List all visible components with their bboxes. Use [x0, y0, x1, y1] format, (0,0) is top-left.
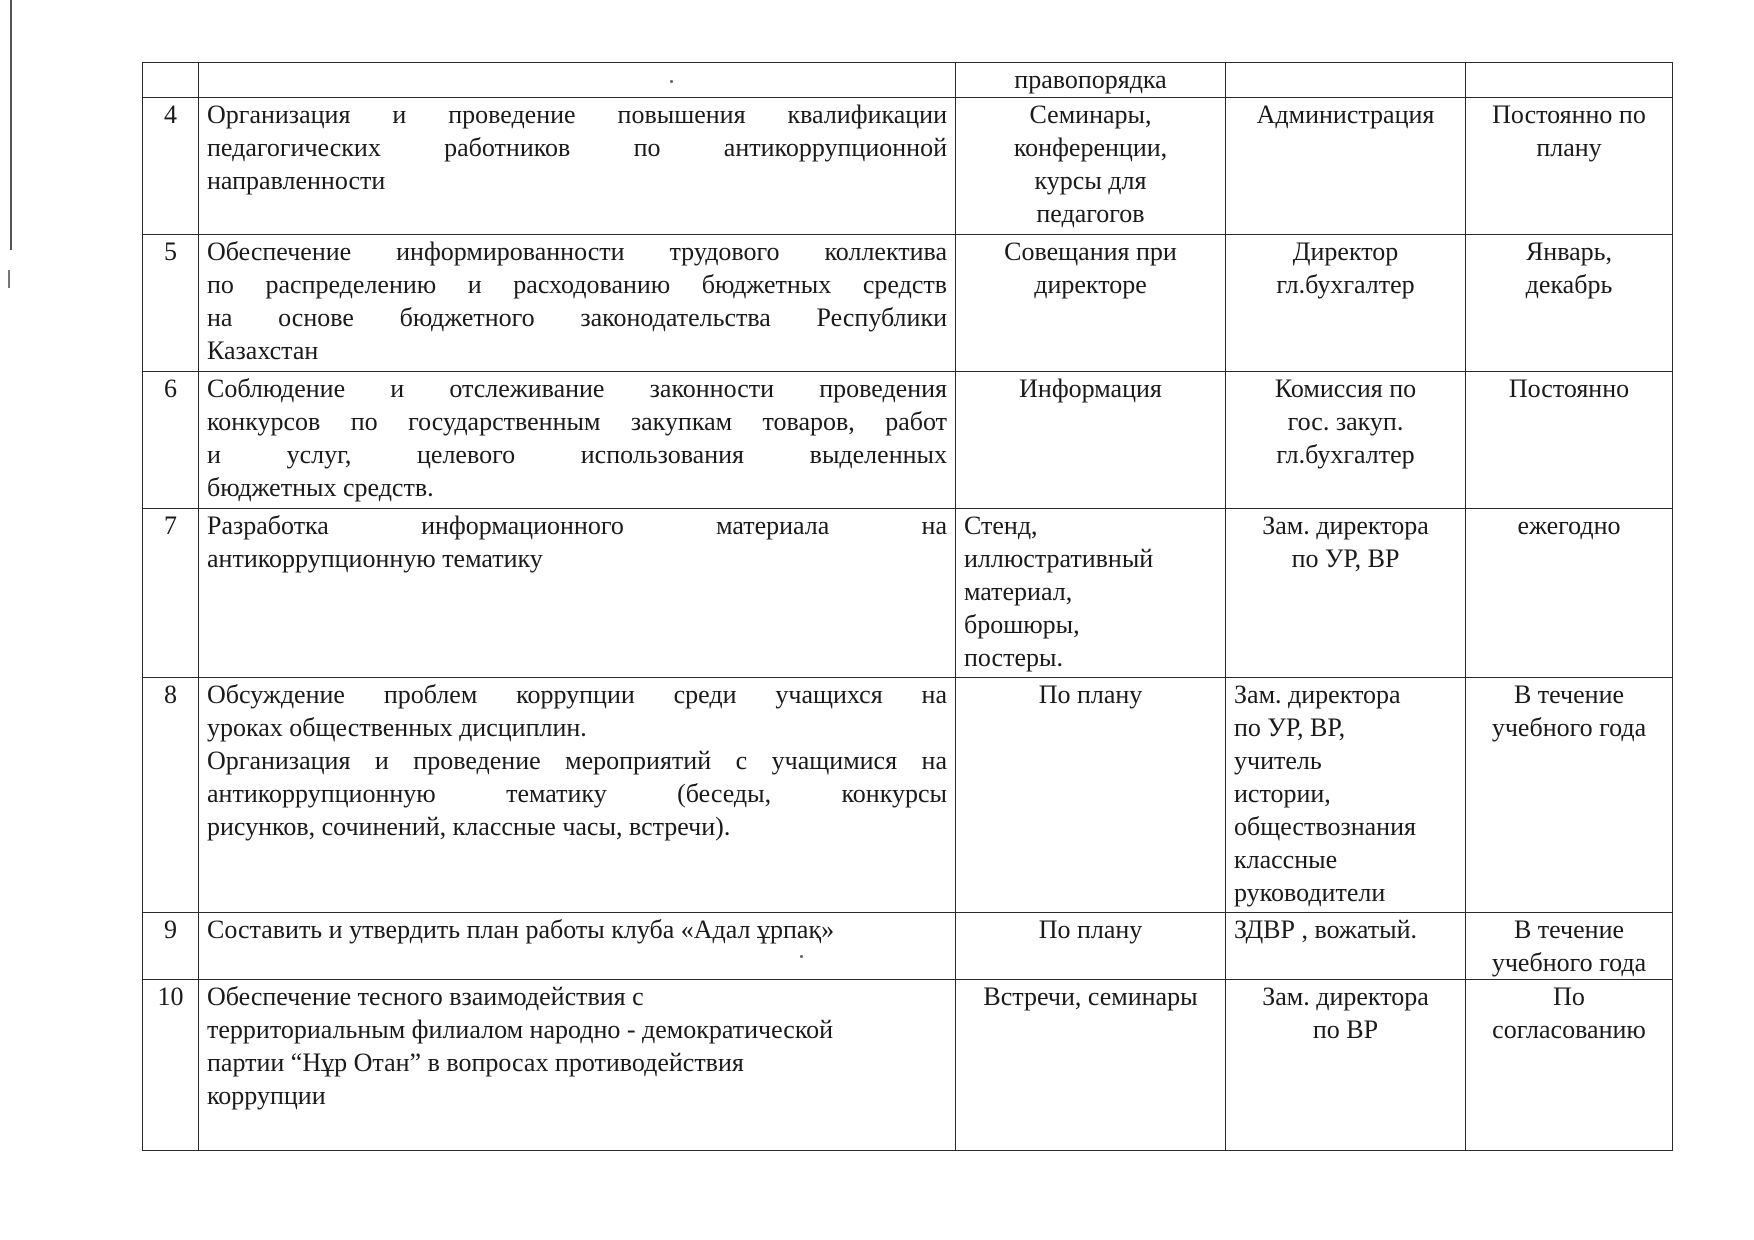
- responsible-cell: [1226, 678, 1466, 913]
- responsible-cell: [1226, 372, 1466, 509]
- term-line: В течение: [1513, 915, 1625, 944]
- scan-mark: [8, 270, 10, 288]
- term-cell: [1466, 509, 1673, 678]
- term-line: В течение: [1513, 680, 1625, 709]
- table-row: [143, 372, 1673, 509]
- responsible-cell: [1226, 235, 1466, 372]
- activity-line: Соблюдение и отслеживание законности проведения: [207, 374, 947, 403]
- form-line: По плану: [1038, 915, 1143, 944]
- responsible-line: ЗДВР , вожатый.: [1234, 915, 1418, 944]
- responsible-line: Комиссия по: [1274, 374, 1417, 403]
- term-line: учебного года: [1491, 713, 1647, 742]
- activity-cell: [199, 678, 956, 913]
- activity-line: Обсуждение проблем коррупции среди учащихся на: [207, 680, 947, 709]
- form-cell: [956, 980, 1226, 1151]
- term-line: Постоянно: [1508, 374, 1630, 403]
- table-row: [143, 980, 1673, 1151]
- form-cell: [956, 98, 1226, 235]
- form-line: Встречи, семинары: [983, 982, 1198, 1011]
- responsible-line: Зам. директора: [1234, 680, 1401, 709]
- activity-cell: [199, 235, 956, 372]
- activity-line: уроках общественных дисциплин.: [207, 713, 587, 742]
- activity-line: педагогических работников по антикоррупционной: [207, 133, 947, 162]
- activity-line: и услуг, целевого использования выделенных: [207, 440, 947, 469]
- term-cell: [1466, 678, 1673, 913]
- form-line: брошюры,: [964, 610, 1080, 639]
- form-line: По плану: [1038, 680, 1143, 709]
- activity-line: конкурсов по государственным закупкам товаров, работ: [207, 407, 947, 436]
- activity-line: Организация и проведение повышения квалификации: [207, 100, 947, 129]
- activity-cell: [199, 980, 956, 1151]
- form-line: курсы для: [1034, 166, 1147, 195]
- responsible-cell: [1226, 980, 1466, 1151]
- responsible-line: Зам. директора: [1262, 982, 1429, 1011]
- activity-line: антикоррупционную тематику: [207, 544, 543, 573]
- responsible-cell: [1226, 913, 1466, 980]
- responsible-line: гл.бухгалтер: [1276, 440, 1415, 469]
- form-cell: [956, 372, 1226, 509]
- responsible-line: учитель: [1234, 746, 1322, 775]
- activity-line: Обеспечение тесного взаимодействия с: [207, 982, 644, 1011]
- row-number: 6: [143, 372, 199, 509]
- form-line: конференции,: [1013, 133, 1168, 162]
- form-line: Информация: [1019, 374, 1162, 403]
- term-line: плану: [1536, 133, 1602, 162]
- row-number: 9: [143, 913, 199, 980]
- table-row: [143, 678, 1673, 913]
- activity-line: по распределению и расходованию бюджетных средств: [207, 270, 947, 299]
- activity-line: Разработка информационного материала на: [207, 511, 947, 540]
- activity-line: Казахстан: [207, 336, 319, 365]
- form-cell: [956, 63, 1226, 98]
- term-cell: [1466, 98, 1673, 235]
- activity-cell: [199, 372, 956, 509]
- table-row: [143, 509, 1673, 678]
- form-line: Совещания при: [1004, 237, 1177, 266]
- responsible-line: Администрация: [1256, 100, 1435, 129]
- responsible-line: по УР, ВР,: [1234, 713, 1346, 742]
- activity-cell: [199, 913, 956, 980]
- term-line: По: [1553, 982, 1585, 1011]
- form-line: Стенд,: [964, 511, 1038, 540]
- activity-cell: [199, 98, 956, 235]
- activity-line: территориальным филиалом народно - демократической: [207, 1015, 834, 1044]
- term-line: согласованию: [1492, 1015, 1646, 1044]
- row-number: 4: [143, 98, 199, 235]
- responsible-cell: [1226, 98, 1466, 235]
- term-cell: [1466, 372, 1673, 509]
- responsible-line: по УР, ВР: [1291, 544, 1400, 573]
- activity-line: рисунков, сочинений, классные часы, встречи).: [207, 812, 731, 841]
- activity-line: Обеспечение информированности трудового коллектива: [207, 237, 947, 266]
- responsible-line: классные: [1234, 845, 1338, 874]
- table-row: [143, 98, 1673, 235]
- form-cell: [956, 678, 1226, 913]
- responsible-cell: [1226, 63, 1466, 98]
- form-line: директоре: [1034, 270, 1147, 299]
- term-line: Постоянно по: [1492, 100, 1646, 129]
- anticorruption-plan-table: [142, 62, 1673, 1151]
- activity-cell: [199, 509, 956, 678]
- activity-line: Составить и утвердить план работы клуба «Адал ұрпақ»: [207, 915, 835, 944]
- form-line: педагогов: [1036, 199, 1145, 228]
- term-line: ежегодно: [1517, 511, 1621, 540]
- activity-line: партии “Нұр Отан” в вопросах противодействия: [207, 1048, 744, 1077]
- responsible-line: гл.бухгалтер: [1276, 270, 1415, 299]
- activity-line: коррупции: [207, 1081, 326, 1110]
- row-number: 5: [143, 235, 199, 372]
- form-cell: [956, 913, 1226, 980]
- responsible-cell: [1226, 509, 1466, 678]
- activity-line: на основе бюджетного законодательства Республики: [207, 303, 947, 332]
- term-cell: [1466, 913, 1673, 980]
- term-line: Январь,: [1525, 237, 1613, 266]
- form-line: правопорядка: [1014, 65, 1167, 94]
- form-line: материал,: [964, 577, 1073, 606]
- row-number: [143, 63, 199, 98]
- form-line: постеры.: [964, 643, 1063, 672]
- row-number: 7: [143, 509, 199, 678]
- responsible-line: обществознания: [1234, 812, 1416, 841]
- term-cell: [1466, 980, 1673, 1151]
- term-cell: [1466, 235, 1673, 372]
- row-number: 10: [143, 980, 199, 1151]
- responsible-line: руководители: [1234, 878, 1386, 907]
- activity-line: Организация и проведение мероприятий с учащимися на: [207, 746, 947, 775]
- activity-line: бюджетных средств.: [207, 473, 434, 502]
- scan-edge-line: [10, 0, 12, 250]
- form-line: иллюстративный: [964, 544, 1154, 573]
- responsible-line: Зам. директора: [1262, 511, 1429, 540]
- responsible-line: гос. закуп.: [1287, 407, 1404, 436]
- table-row: [143, 913, 1673, 980]
- form-cell: [956, 235, 1226, 372]
- activity-line: направленности: [207, 166, 386, 195]
- activity-cell: [199, 63, 956, 98]
- table-row: [143, 63, 1673, 98]
- responsible-line: истории,: [1234, 779, 1331, 808]
- row-number: 8: [143, 678, 199, 913]
- activity-line: антикоррупционную тематику (беседы, конкурсы: [207, 779, 947, 808]
- responsible-line: Директор: [1292, 237, 1399, 266]
- term-line: учебного года: [1491, 948, 1647, 977]
- responsible-line: по ВР: [1312, 1015, 1379, 1044]
- table-row: [143, 235, 1673, 372]
- term-line: декабрь: [1525, 270, 1613, 299]
- form-line: Семинары,: [1029, 100, 1152, 129]
- term-cell: [1466, 63, 1673, 98]
- form-cell: [956, 509, 1226, 678]
